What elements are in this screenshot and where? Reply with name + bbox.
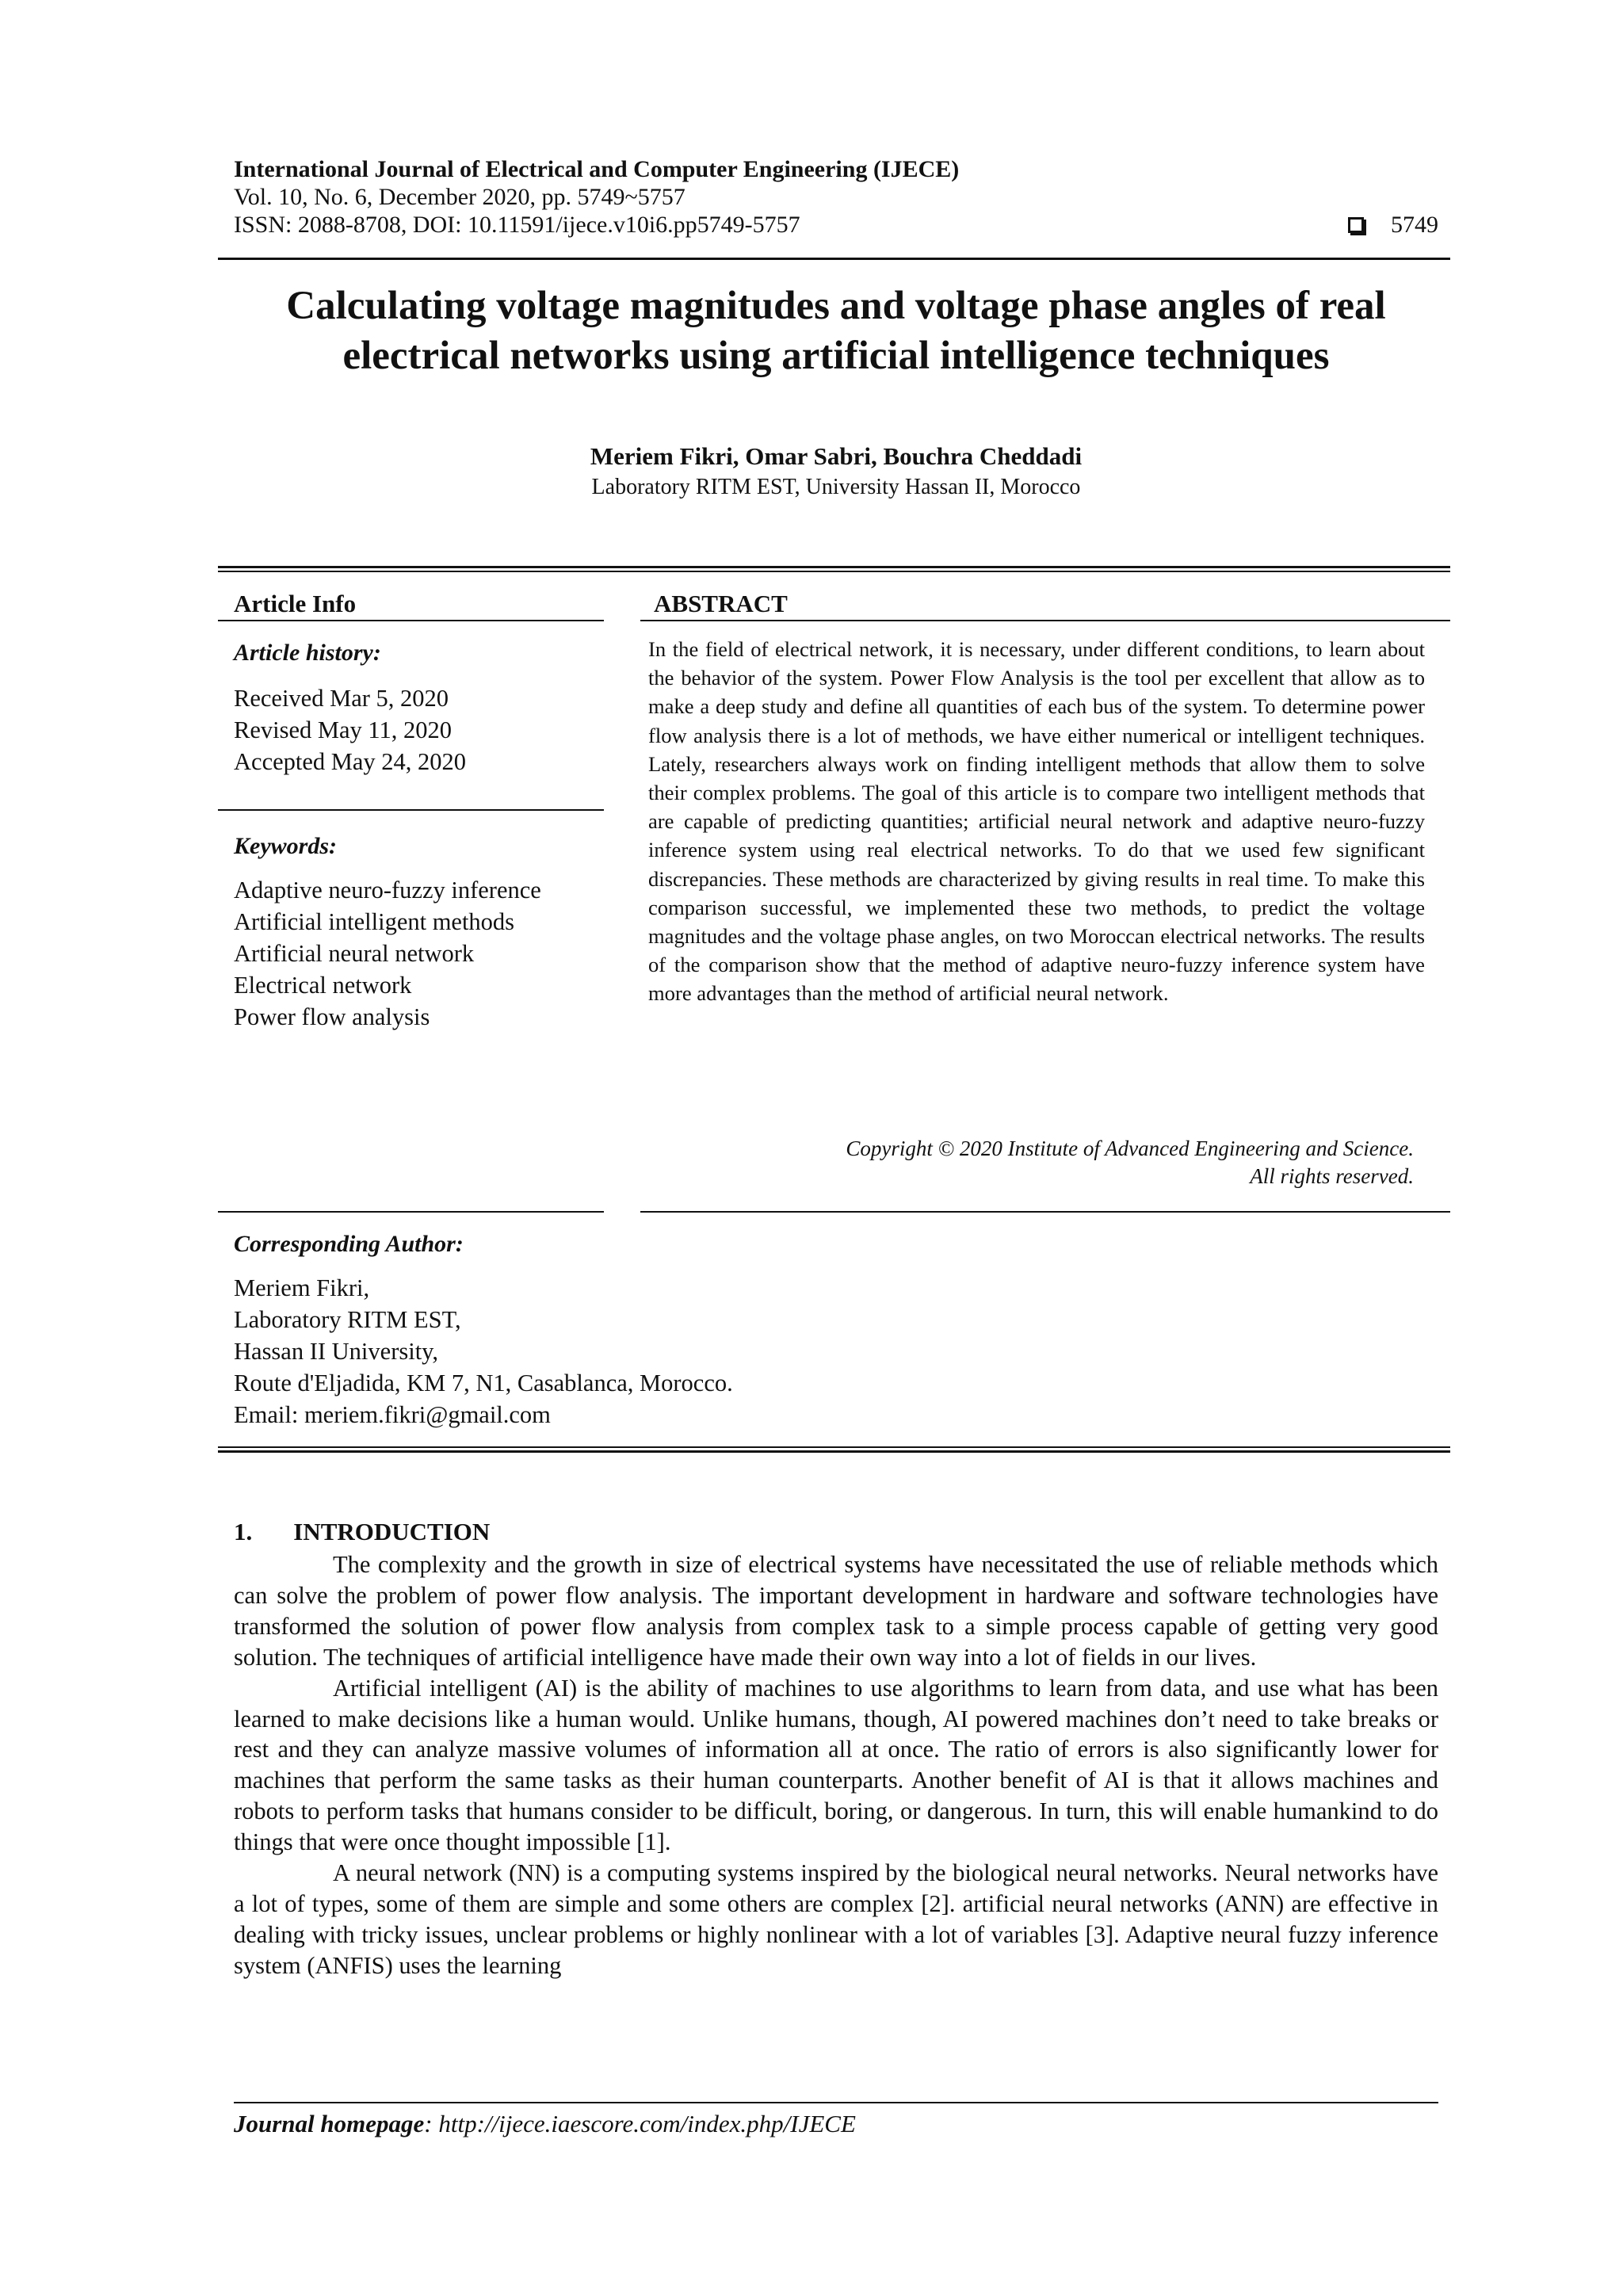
corresponding-heading: Corresponding Author: — [234, 1231, 464, 1257]
corr-line: Hassan II University, — [234, 1338, 439, 1365]
checkbox-square-icon — [1348, 217, 1364, 233]
section-heading-introduction — [234, 1518, 490, 1546]
keyword-item: Artificial intelligent methods — [234, 908, 515, 935]
copyright-line-1: Copyright © 2020 Institute of Advanced Engineering and Science. — [846, 1137, 1414, 1160]
history-rule — [218, 809, 604, 811]
history-received: Received Mar 5, 2020 — [234, 685, 449, 712]
keyword-item: Artificial neural network — [234, 940, 475, 967]
history-revised: Revised May 11, 2020 — [234, 716, 453, 743]
info-top-rule — [218, 566, 1450, 568]
keyword-item: Power flow analysis — [234, 1003, 430, 1030]
corr-line: Meriem Fikri, — [234, 1274, 370, 1301]
section-title: INTRODUCTION — [293, 1518, 491, 1545]
corr-right-rule — [640, 1211, 1450, 1213]
homepage-colon: : — [424, 2110, 439, 2137]
abstract-heading: ABSTRACT — [654, 590, 788, 617]
article-info-heading: Article Info — [234, 590, 357, 617]
article-history — [234, 682, 466, 777]
copyright-line-2: All rights reserved. — [1250, 1164, 1414, 1188]
copyright — [648, 1135, 1414, 1190]
abstract-rule — [640, 620, 1450, 621]
paragraph: Artificial intelligent (AI) is the ability of machines to use algorithms to learn from data, and use what has been learned to make decisions like a human would. Unlike humans, though, AI powered machines don’t need to take breaks or rest and they can analyze massive volumes of information all at once. The ratio of errors is also significantly lower for machines that perform the same tasks as their human counterparts. Another benefit of AI is that it allows machines and robots to perform tasks that humans consider to be difficult, boring, or dangerous. In turn, this will enable humankind to do things that were once thought impossible [1]. — [234, 1674, 1438, 1856]
footer-rule — [234, 2102, 1438, 2103]
corresponding-details — [234, 1272, 733, 1431]
paper-title — [206, 281, 1466, 381]
history-accepted: Accepted May 24, 2020 — [234, 748, 467, 775]
page-number-group — [1348, 211, 1438, 239]
homepage-label: Journal homepage — [234, 2110, 425, 2137]
keyword-item: Electrical network — [234, 972, 412, 999]
paragraph: The complexity and the growth in size of electrical systems have necessitated the use of reliable methods which can solve the problem of power flow analysis. The important development in hardware and software technologies have transformed the solution of power flow analysis from complex task to a simple process capable of getting very good solution. The techniques of artificial intelligence have made their own way into a lot of fields in our lives. — [234, 1551, 1438, 1671]
journal-homepage — [234, 2110, 856, 2138]
info-top-rule-2 — [218, 571, 1450, 572]
volume-line: Vol. 10, No. 6, December 2020, pp. 5749~5757 — [234, 184, 685, 210]
section-number: 1. — [234, 1518, 253, 1545]
abstract-text: In the field of electrical network, it is necessary, under different conditions, to learn about the behavior of the system. Power Flow Analysis is the tool per excellent that allow as to make a deep study and define all quantities of each bus of the system. To determine power flow analysis there is a lot of methods, we have either numerical or intelligent techniques. Lately, researchers always work on finding intelligent methods that allow them to solve their complex problems. The goal of this article is to compare two intelligent methods that are capable of predicting quantities; artificial neural network and adaptive neuro-fuzzy inference system using real electrical networks. To do that we used few significant discrepancies. These methods are characterized by giving results in real time. To make this comparison successful, we implemented these two methods, to predict the voltage magnitudes and the voltage phase angles, on two Moroccan electrical networks. The results of the comparison show that the method of adaptive neuro-fuzzy inference system have more advantages than the method of artificial neural network. — [648, 637, 1425, 1006]
info-bottom-rule-2 — [218, 1450, 1450, 1453]
corr-line: Email: meriem.fikri@gmail.com — [234, 1401, 551, 1428]
issn-line: ISSN: 2088-8708, DOI: 10.11591/ijece.v10i6.pp5749-5757 — [234, 212, 800, 238]
corr-left-rule — [218, 1211, 604, 1213]
introduction-body — [234, 1549, 1438, 1981]
article-history-heading: Article history: — [234, 640, 381, 666]
paragraph: A neural network (NN) is a computing systems inspired by the biological neural networks. Neural networks have a lot of types, some of them are simple and some others are complex [2]. artificial neural networks (ANN) are effective in dealing with tricky issues, unclear problems or highly nonlinear with a lot of variables [3]. Adaptive neural fuzzy inference system (ANFIS) uses the learning — [234, 1859, 1438, 1979]
homepage-url[interactable]: http://ijece.iaescore.com/index.php/IJECE — [438, 2110, 856, 2137]
title-line-2: electrical networks using artificial intelligence techniques — [342, 334, 1330, 378]
title-line-1: Calculating voltage magnitudes and voltage phase angles of real — [286, 284, 1386, 328]
corr-line: Laboratory RITM EST, — [234, 1306, 461, 1333]
keywords-list — [234, 874, 541, 1033]
journal-header — [234, 155, 1438, 239]
keyword-item: Adaptive neuro-fuzzy inference — [234, 877, 541, 904]
info-bottom-rule — [218, 1446, 1450, 1448]
corr-line: Route d'Eljadida, KM 7, N1, Casablanca, Morocco. — [234, 1370, 733, 1396]
authors: Meriem Fikri, Omar Sabri, Bouchra Cheddadi — [590, 442, 1083, 470]
page-number: 5749 — [1391, 212, 1438, 238]
article-info-rule — [218, 620, 604, 621]
keywords-heading: Keywords: — [234, 833, 337, 859]
affiliation: Laboratory RITM EST, University Hassan II, Morocco — [591, 475, 1081, 499]
header-rule — [218, 258, 1450, 260]
journal-title: International Journal of Electrical and Computer Engineering (IJECE) — [234, 156, 960, 182]
